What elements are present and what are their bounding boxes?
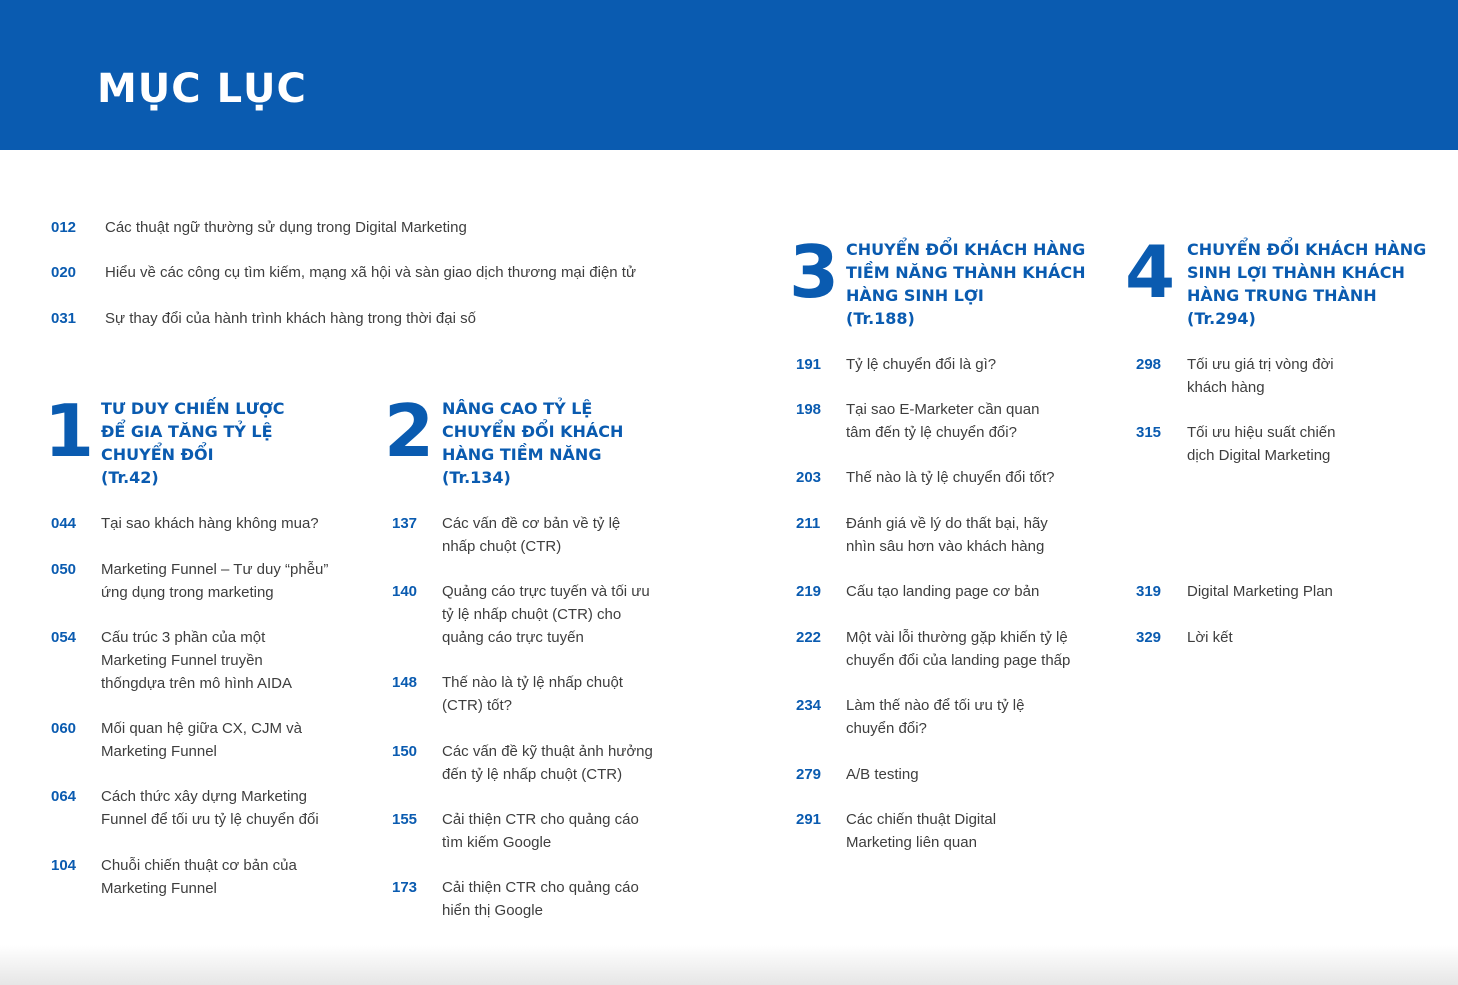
- entry-title-line: Chuỗi chiến thuật cơ bản của: [101, 857, 297, 874]
- entry-title: [846, 626, 1070, 672]
- entry-page-number: 054: [51, 629, 77, 646]
- page-bottom-shade: [0, 945, 1458, 985]
- entry-page-number: 203: [796, 469, 822, 486]
- entry-title: [442, 512, 620, 558]
- section-title-line: NÂNG CAO TỶ LỆ: [442, 399, 593, 418]
- section-title-line: HÀNG SINH LỢI: [846, 286, 984, 305]
- entry-page-number: 137: [392, 515, 418, 532]
- entry-title-line: tỷ lệ nhấp chuột (CTR) cho: [442, 606, 622, 623]
- entry-page-number: 298: [1136, 356, 1162, 373]
- entry-title-line: Cấu trúc 3 phần của một: [101, 629, 266, 646]
- entry-title-line: Các vấn đề cơ bản về tỷ lệ: [442, 515, 621, 532]
- entry-title: [1187, 626, 1233, 649]
- entry-title-line: Cách thức xây dựng Marketing: [101, 788, 308, 805]
- entry-page-number: 173: [392, 879, 418, 896]
- entry-title-line: Làm thế nào để tối ưu tỷ lệ: [846, 697, 1025, 714]
- section-title-line: CHUYỂN ĐỔI KHÁCH: [442, 422, 624, 441]
- entry-title: Hiểu về các công cụ tìm kiếm, mạng xã hội và sàn giao dịch thương mại điện tử: [105, 264, 637, 281]
- entry-title: [101, 626, 292, 695]
- page-title: MỤC LỤC: [97, 66, 307, 112]
- entry-title-line: A/B testing: [846, 766, 919, 783]
- section-title-line: ĐỂ GIA TĂNG TỶ LỆ: [101, 422, 273, 441]
- entry-title-line: Tối ưu giá trị vòng đời: [1187, 356, 1334, 373]
- entry-page-number: 315: [1136, 424, 1162, 441]
- entry-title-line: dịch Digital Marketing: [1187, 447, 1331, 464]
- entry-title-line: khách hàng: [1187, 379, 1265, 396]
- entry-title-line: Cấu tạo landing page cơ bản: [846, 583, 1040, 600]
- toc-entry[interactable]: [1136, 421, 1335, 467]
- section-title-line: (Tr.42): [101, 468, 159, 487]
- toc-entry[interactable]: [392, 740, 653, 786]
- toc-entry[interactable]: [796, 466, 1054, 489]
- section-title-line: TIỀM NĂNG THÀNH KHÁCH: [846, 263, 1086, 282]
- toc-entry[interactable]: [796, 398, 1039, 444]
- entry-title: [846, 466, 1054, 489]
- entry-title: [1187, 580, 1333, 603]
- section-title-line: (Tr.134): [442, 468, 511, 487]
- entry-page-number: 155: [392, 811, 418, 828]
- section-title[interactable]: [1187, 238, 1426, 330]
- section-number: 2: [384, 389, 435, 473]
- toc-entry[interactable]: [392, 580, 650, 649]
- entry-page-number: 219: [796, 583, 822, 600]
- entry-page-number: 319: [1136, 583, 1162, 600]
- toc-entry[interactable]: [796, 694, 1024, 740]
- entry-page-number: 211: [796, 515, 821, 532]
- entry-page-number: 044: [51, 515, 77, 532]
- entry-title: [442, 740, 653, 786]
- entry-title: [846, 512, 1048, 558]
- entry-title: [846, 763, 919, 786]
- entry-title-line: Đánh giá về lý do thất bại, hãy: [846, 515, 1048, 532]
- entry-title-line: Tỷ lệ chuyển đổi là gì?: [846, 356, 997, 373]
- entry-title-line: Marketing Funnel: [101, 743, 217, 760]
- entry-title-line: hiển thị Google: [442, 902, 543, 919]
- entry-page-number: 012: [51, 219, 77, 236]
- toc-entry[interactable]: [1136, 580, 1333, 603]
- entry-title-line: Digital Marketing Plan: [1187, 583, 1333, 600]
- entry-page-number: 060: [51, 720, 77, 737]
- toc-entry[interactable]: [51, 512, 319, 535]
- intro-entry[interactable]: [51, 216, 467, 239]
- entry-title: [101, 512, 319, 535]
- toc-entry[interactable]: [1136, 353, 1334, 399]
- entry-page-number: 148: [392, 674, 418, 691]
- toc-entry[interactable]: [392, 876, 639, 922]
- entry-title-line: nhìn sâu hơn vào khách hàng: [846, 538, 1045, 555]
- toc-entry[interactable]: [392, 671, 623, 717]
- entry-title-line: Thế nào là tỷ lệ chuyển đổi tốt?: [846, 469, 1055, 486]
- entry-title: [101, 785, 319, 831]
- entry-page-number: 020: [51, 264, 77, 281]
- entry-page-number: 031: [51, 310, 77, 327]
- entry-page-number: 140: [392, 583, 418, 600]
- toc-entry[interactable]: [392, 512, 620, 558]
- toc-entry[interactable]: [796, 626, 1070, 672]
- entry-page-number: 191: [796, 356, 822, 373]
- entry-title-line: (CTR) tốt?: [442, 697, 513, 714]
- entry-title-line: Marketing Funnel truyền: [101, 652, 263, 669]
- entry-title-line: Cải thiện CTR cho quảng cáo: [442, 811, 639, 828]
- entry-title: [101, 854, 297, 900]
- section-title-line: HÀNG TIỀM NĂNG: [442, 445, 602, 464]
- entry-title-line: Các chiến thuật Digital: [846, 811, 997, 828]
- entry-title-line: Funnel để tối ưu tỷ lệ chuyển đổi: [101, 811, 319, 828]
- entry-title: [442, 671, 623, 717]
- entry-title-line: Tối ưu hiệu suất chiến: [1187, 424, 1336, 441]
- section-title[interactable]: [846, 238, 1086, 330]
- entry-title-line: Các vấn đề kỹ thuật ảnh hưởng: [442, 743, 653, 760]
- header-banner: [0, 0, 1458, 150]
- entry-page-number: 104: [51, 857, 77, 874]
- section-title-line: SINH LỢI THÀNH KHÁCH: [1187, 263, 1405, 282]
- section-title[interactable]: [101, 397, 285, 489]
- toc-entry[interactable]: [51, 854, 297, 900]
- entry-title-line: ứng dụng trong marketing: [101, 584, 274, 601]
- entry-title-line: Marketing Funnel: [101, 880, 217, 897]
- entry-title: [1187, 353, 1334, 399]
- entry-title-line: thốngdựa trên mô hình AIDA: [101, 675, 292, 692]
- entry-title-line: chuyển đổi?: [846, 720, 927, 737]
- section-number: 4: [1125, 230, 1176, 314]
- entry-page-number: 050: [51, 561, 77, 578]
- entry-title: Sự thay đổi của hành trình khách hàng trong thời đại số: [105, 310, 476, 327]
- entry-title: [846, 353, 996, 376]
- toc-entry[interactable]: [51, 558, 328, 604]
- entry-title-line: Cải thiện CTR cho quảng cáo: [442, 879, 639, 896]
- entry-title-line: Marketing liên quan: [846, 834, 977, 851]
- entry-title-line: Thế nào là tỷ lệ nhấp chuột: [442, 674, 623, 691]
- entry-title-line: Tại sao E-Marketer cần quan: [846, 401, 1040, 418]
- entry-title-line: Lời kết: [1187, 629, 1233, 646]
- entry-page-number: 291: [796, 811, 822, 828]
- entry-title-line: Mối quan hệ giữa CX, CJM và: [101, 720, 302, 737]
- toc-entry[interactable]: [796, 763, 919, 786]
- section-title-line: TƯ DUY CHIẾN LƯỢC: [101, 399, 285, 418]
- entry-page-number: 064: [51, 788, 77, 805]
- section-number: 3: [789, 230, 840, 314]
- toc-entry[interactable]: [51, 785, 319, 831]
- entry-title: Các thuật ngữ thường sử dụng trong Digital Marketing: [105, 219, 467, 236]
- intro-entry[interactable]: [51, 307, 476, 330]
- entry-page-number: 279: [796, 766, 822, 783]
- entry-title: [101, 558, 328, 604]
- entry-title: [846, 694, 1024, 740]
- entry-title-line: đến tỷ lệ nhấp chuột (CTR): [442, 766, 623, 783]
- entry-title-line: chuyển đổi của landing page thấp: [846, 652, 1071, 669]
- entry-title-line: tâm đến tỷ lệ chuyển đổi?: [846, 424, 1017, 441]
- entry-page-number: 198: [796, 401, 822, 418]
- toc-entry[interactable]: [796, 512, 1048, 558]
- section-title-line: CHUYỂN ĐỔI: [101, 445, 214, 464]
- entry-title-line: quảng cáo trực tuyến: [442, 629, 584, 646]
- intro-entry[interactable]: [51, 261, 636, 284]
- toc-entry[interactable]: [51, 717, 302, 763]
- toc-entry[interactable]: [796, 580, 1039, 603]
- section-title-line: (Tr.294): [1187, 309, 1256, 328]
- section-title-line: HÀNG TRUNG THÀNH: [1187, 286, 1377, 305]
- section-title-line: CHUYỂN ĐỔI KHÁCH HÀNG: [846, 240, 1086, 259]
- toc-entry[interactable]: [51, 626, 292, 695]
- entry-title-line: Quảng cáo trực tuyến và tối ưu: [442, 583, 650, 600]
- section-title-line: (Tr.188): [846, 309, 915, 328]
- entry-page-number: 234: [796, 697, 822, 714]
- entry-title-line: tìm kiếm Google: [442, 834, 552, 851]
- entry-page-number: 329: [1136, 629, 1162, 646]
- toc-entry[interactable]: [796, 808, 996, 854]
- toc-entry[interactable]: [392, 808, 639, 854]
- entry-title: [846, 580, 1039, 603]
- section-number: 1: [44, 389, 95, 473]
- entry-title: [442, 580, 650, 649]
- entry-page-number: 150: [392, 743, 418, 760]
- entry-title: [442, 808, 639, 854]
- toc-entry[interactable]: [796, 353, 996, 376]
- entry-title-line: nhấp chuột (CTR): [442, 538, 562, 555]
- entry-title-line: Tại sao khách hàng không mua?: [101, 515, 319, 532]
- entry-title: [846, 808, 996, 854]
- section-title[interactable]: [442, 397, 623, 489]
- entry-title: [101, 717, 302, 763]
- entry-title: [1187, 421, 1335, 467]
- entry-title: [846, 398, 1039, 444]
- section-title-line: CHUYỂN ĐỔI KHÁCH HÀNG: [1187, 240, 1427, 259]
- toc-entry[interactable]: [1136, 626, 1233, 649]
- entry-title: [442, 876, 639, 922]
- entry-page-number: 222: [796, 629, 822, 646]
- entry-title-line: Một vài lỗi thường gặp khiến tỷ lệ: [846, 629, 1068, 646]
- entry-title-line: Marketing Funnel – Tư duy “phễu”: [101, 561, 329, 578]
